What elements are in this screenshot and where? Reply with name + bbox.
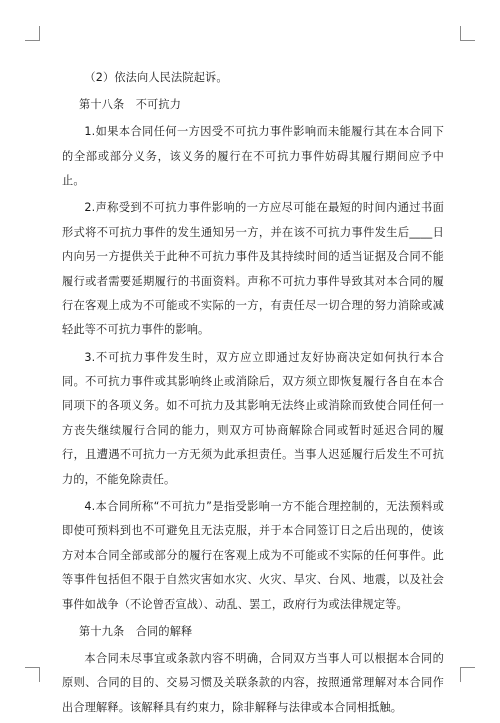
crop-mark-bottom-left	[25, 667, 40, 682]
paragraph-force-majeure-2: 2.声称受到不可抗力事件影响的一方应尽可能在最短的时间内通过书面形式将不可抗力事件的发生通知另一方，并在该不可抗力事件发生后____日内向另一方提供关于此种不可抗力事件及其持续时间的适当证据及合同不能履行或者需要延期履行的书面资料。声称不可抗力事件导致其对本合同的履行在客观上成为不可能或不实际的一方，有责任尽一切合理的努力消除或减轻此等不可抗力事件的影响。	[62, 201, 444, 337]
article-18-heading: 第十八条 不可抗力	[79, 98, 182, 112]
article-19-heading: 第十九条 合同的解释	[79, 624, 193, 638]
paragraph-lawsuit-clause: （2）依法向人民法院起诉。	[84, 71, 228, 84]
paragraph-force-majeure-3: 3.不可抗力事件发生时，双方应立即通过友好协商决定如何执行本合同。不可抗力事件或其影响终止或消除后，双方须立即恢复履行各自在本合同项下的各项义务。如不可抗力及其影响无法终止或消除而致使合同任何一方丧失继续履行合同的能力，则双方可协商解除合同或暂时延迟合同的履行，且遭遇不可抗力一方无须为此承担责任。当事人迟延履行后发生不可抗力的，不能免除责任。	[62, 350, 444, 486]
document-body	[62, 66, 444, 723]
crop-mark-top-right	[460, 26, 475, 41]
paragraph-force-majeure-1: 1.如果本合同任何一方因受不可抗力事件影响而未能履行其在本合同下的全部或部分义务，该义务的履行在不可抗力事件妨碍其履行期间应予中止。	[62, 125, 444, 188]
paragraph-interpretation: 本合同未尽事宜或条款内容不明确，合同双方当事人可以根据本合同的原则、合同的目的、交易习惯及关联条款的内容，按照通常理解对本合同作出合理解释。该解释具有约束力，除非解释与法律或本合同相抵触。	[62, 651, 444, 714]
crop-mark-top-left	[25, 26, 40, 41]
paragraph-force-majeure-4: 4.本合同所称“不可抗力”是指受影响一方不能合理控制的，无法预料或即使可预料到也不可避免且无法克服，并于本合同签订日之后出现的，使该方对本合同全部或部分的履行在客观上成为不可能或不实际的任何事件。此等事件包括但不限于自然灾害如水灾、火灾、旱灾、台风、地震，以及社会事件如战争（不论曾否宣战）、动乱、罢工，政府行为或法律规定等。	[62, 499, 444, 611]
crop-mark-bottom-right	[460, 667, 475, 682]
